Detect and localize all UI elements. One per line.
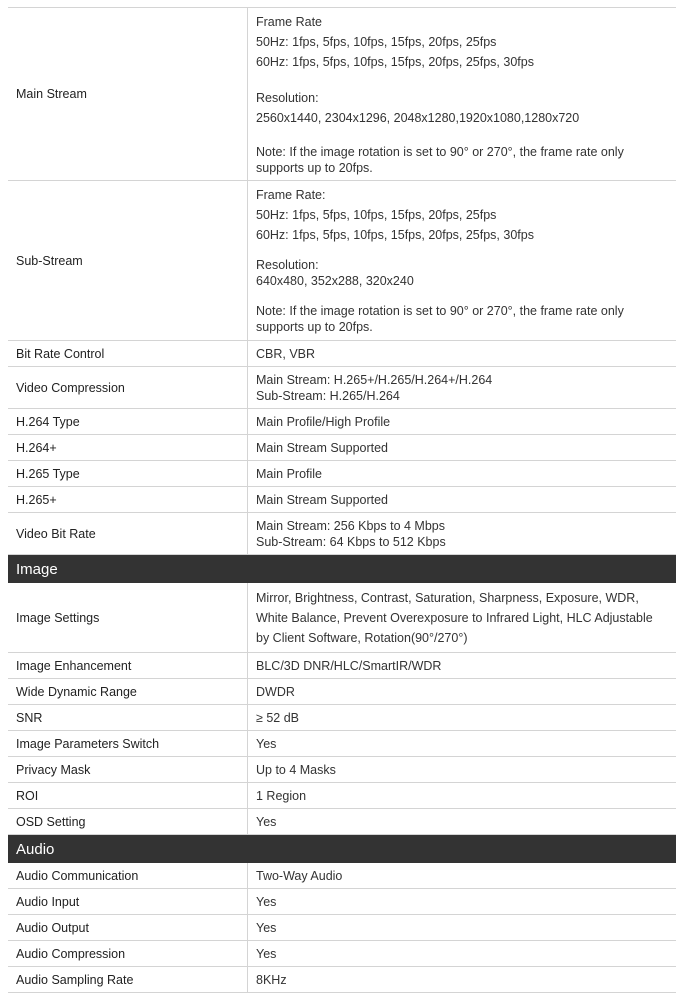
spec-row-osd-setting bbox=[8, 809, 676, 835]
spec-row-h264-type bbox=[8, 409, 676, 435]
spec-row-privacy-mask bbox=[8, 757, 676, 783]
spec-label: Wide Dynamic Range bbox=[8, 679, 248, 704]
note-line: supports up to 20fps. bbox=[256, 320, 373, 334]
spec-label: H.264 Type bbox=[8, 409, 248, 434]
spec-row-snr bbox=[8, 705, 676, 731]
spec-label: Bit Rate Control bbox=[8, 341, 248, 366]
spec-value-line: White Balance, Prevent Overexposure to Infrared Light, HLC Adjustable bbox=[256, 610, 653, 625]
note-line: Note: If the image rotation is set to 90° or 270°, the frame rate only bbox=[256, 145, 624, 159]
spec-row-image-settings bbox=[8, 583, 676, 653]
frame-rate-60hz: 60Hz: 1fps, 5fps, 10fps, 15fps, 20fps, 25fps, 30fps bbox=[256, 55, 534, 69]
section-header-audio: Audio bbox=[8, 835, 676, 863]
spec-value-line: Main Stream: H.265+/H.265/H.264+/H.264 bbox=[256, 372, 493, 387]
spec-row-audio-communication bbox=[8, 863, 676, 889]
spec-value: BLC/3D DNR/HLC/SmartIR/WDR bbox=[256, 658, 442, 673]
spec-label: Video Bit Rate bbox=[8, 513, 248, 554]
frame-rate-title: Frame Rate: bbox=[256, 188, 326, 202]
frame-rate-50hz: 50Hz: 1fps, 5fps, 10fps, 15fps, 20fps, 25fps bbox=[256, 35, 497, 49]
spec-label: Audio Communication bbox=[8, 863, 248, 888]
spec-label: Image Enhancement bbox=[8, 653, 248, 678]
spec-value: Main Stream Supported bbox=[256, 492, 389, 507]
frame-rate-50hz: 50Hz: 1fps, 5fps, 10fps, 15fps, 20fps, 25fps bbox=[256, 208, 497, 222]
spacer bbox=[256, 72, 670, 88]
spec-value: DWDR bbox=[256, 684, 295, 699]
spec-value bbox=[248, 513, 676, 554]
resolution-title: Resolution: bbox=[256, 258, 319, 272]
spec-label: H.265 Type bbox=[8, 461, 248, 486]
spec-label: Image Parameters Switch bbox=[8, 731, 248, 756]
spec-value: CBR, VBR bbox=[256, 346, 316, 361]
spacer bbox=[256, 289, 670, 303]
spec-row-image-enhancement bbox=[8, 653, 676, 679]
spec-value: Main Profile/High Profile bbox=[256, 414, 391, 429]
spec-value: Yes bbox=[256, 946, 277, 961]
section-header-image: Image bbox=[8, 555, 676, 583]
spec-value: Yes bbox=[256, 814, 277, 829]
spec-value: ≥ 52 dB bbox=[256, 710, 299, 725]
spec-label: SNR bbox=[8, 705, 248, 730]
spec-label: H.264+ bbox=[8, 435, 248, 460]
spec-label: Sub-Stream bbox=[8, 181, 248, 340]
spec-value-line: Mirror, Brightness, Contrast, Saturation, Sharpness, Exposure, WDR, bbox=[256, 590, 639, 605]
spec-value: Main Profile bbox=[256, 466, 322, 481]
spec-row-audio-sampling-rate bbox=[8, 967, 676, 993]
spec-row-video-compression bbox=[8, 367, 676, 409]
frame-rate-title: Frame Rate bbox=[256, 15, 322, 29]
spec-label: Audio Input bbox=[8, 889, 248, 914]
spec-row-main-stream bbox=[8, 7, 676, 181]
spec-value: Two-Way Audio bbox=[256, 868, 343, 883]
spec-label: ROI bbox=[8, 783, 248, 808]
spec-row-h265-plus bbox=[8, 487, 676, 513]
spec-value bbox=[248, 583, 676, 652]
spec-value-line: Sub-Stream: 64 Kbps to 512 Kbps bbox=[256, 534, 446, 549]
spec-value-line: by Client Software, Rotation(90°/270°) bbox=[256, 630, 468, 645]
spec-row-h264-plus bbox=[8, 435, 676, 461]
spec-label: Video Compression bbox=[8, 367, 248, 408]
spec-value: Yes bbox=[256, 920, 277, 935]
spec-label: Image Settings bbox=[8, 583, 248, 652]
spec-label: OSD Setting bbox=[8, 809, 248, 834]
spec-value: Up to 4 Masks bbox=[256, 762, 336, 777]
resolution-values: 2560x1440, 2304x1296, 2048x1280,1920x1080,1280x720 bbox=[256, 111, 580, 125]
spec-value: Yes bbox=[256, 894, 277, 909]
spec-row-h265-type bbox=[8, 461, 676, 487]
spec-row-audio-input bbox=[8, 889, 676, 915]
spec-value: Main Stream Supported bbox=[256, 440, 389, 455]
spec-value: 8KHz bbox=[256, 972, 287, 987]
spec-value-line: Sub-Stream: H.265/H.264 bbox=[256, 388, 400, 403]
spec-label: Audio Sampling Rate bbox=[8, 967, 248, 992]
spec-value bbox=[248, 367, 676, 408]
spec-label: Privacy Mask bbox=[8, 757, 248, 782]
spec-row-audio-output bbox=[8, 915, 676, 941]
spec-row-bit-rate-control bbox=[8, 341, 676, 367]
spec-row-sub-stream bbox=[8, 181, 676, 341]
spec-value bbox=[248, 8, 676, 180]
spec-row-image-parameters-switch bbox=[8, 731, 676, 757]
spacer bbox=[256, 128, 670, 144]
note-line: supports up to 20fps. bbox=[256, 161, 373, 175]
spec-value bbox=[248, 181, 676, 340]
note-line: Note: If the image rotation is set to 90° or 270°, the frame rate only bbox=[256, 304, 624, 318]
spec-value-line: Main Stream: 256 Kbps to 4 Mbps bbox=[256, 518, 445, 533]
resolution-values: 640x480, 352x288, 320x240 bbox=[256, 274, 414, 288]
resolution-title: Resolution: bbox=[256, 91, 319, 105]
spec-label: Audio Compression bbox=[8, 941, 248, 966]
spec-value: 1 Region bbox=[256, 788, 307, 803]
spec-label: Audio Output bbox=[8, 915, 248, 940]
spacer bbox=[256, 245, 670, 257]
spec-label: Main Stream bbox=[8, 8, 248, 180]
spec-row-video-bit-rate bbox=[8, 513, 676, 555]
frame-rate-60hz: 60Hz: 1fps, 5fps, 10fps, 15fps, 20fps, 25fps, 30fps bbox=[256, 228, 534, 242]
spec-row-wide-dynamic-range bbox=[8, 679, 676, 705]
spec-label: H.265+ bbox=[8, 487, 248, 512]
spec-row-audio-compression bbox=[8, 941, 676, 967]
spec-row-roi bbox=[8, 783, 676, 809]
spec-value: Yes bbox=[256, 736, 277, 751]
